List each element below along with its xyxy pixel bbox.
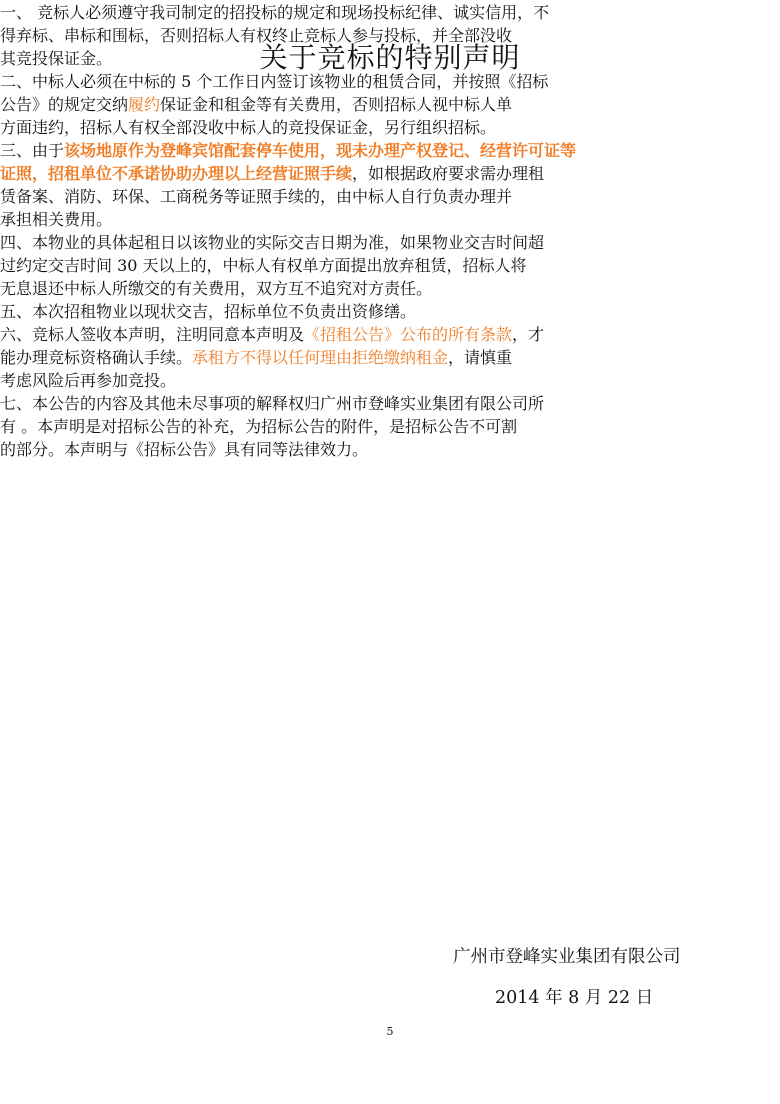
clause-7-line-1 <box>0 391 780 414</box>
page-number: 5 <box>386 1025 394 1038</box>
clause-3-line-4 <box>0 207 780 230</box>
clause-4-line-3 <box>0 276 780 299</box>
clause-3-line-1 <box>0 138 780 161</box>
clause-5-line-1 <box>0 299 780 322</box>
clause-7-line-3 <box>0 437 780 460</box>
text-segment: 有 。本声明是对招标公告的补充，为招标公告的附件，是招标公告不可割 <box>0 417 518 436</box>
text-segment: 其竞投保证金。 <box>0 49 113 68</box>
signature-company: 广州市登峰实业集团有限公司 <box>453 947 681 967</box>
text-segment: 能办理竞标资格确认手续。 <box>0 348 193 367</box>
text-segment: ，如根据政府要求需办理租 <box>352 164 545 183</box>
text-segment: 过约定交吉时间 30 天以上的，中标人有权单方面提出放弃租赁，招标人将 <box>0 256 527 275</box>
text-segment: ，请慎重 <box>448 348 513 367</box>
text-segment: 二、中标人必须在中标的 5 个工作日内签订该物业的租赁合同，并按照《招标 <box>0 72 549 91</box>
text-segment: 六、竞标人签收本声明，注明同意本声明及 <box>0 325 305 344</box>
clause-4-line-1 <box>0 230 780 253</box>
clause-6-line-2 <box>0 345 780 368</box>
clause-7-line-2 <box>0 414 780 437</box>
text-segment: 七、本公告的内容及其他未尽事项的解释权归广州市登峰实业集团有限公司所 <box>0 394 545 413</box>
highlighted-text: 该场地原作为登峰宾馆配套停车使用，现未办理产权登记、经营许可证等 <box>64 141 577 160</box>
clause-1-line-1 <box>0 0 780 23</box>
text-segment: 三、由于 <box>0 141 65 160</box>
text-segment: 赁备案、消防、环保、工商税务等证照手续的，由中标人自行负责办理并 <box>0 187 513 206</box>
highlighted-text: 证照，招租单位不承诺协助办理以上经营证照手续 <box>0 164 353 183</box>
text-segment: 一、 竞标人必须遵守我司制定的招投标的规定和现场投标纪律、诚实信用，不 <box>0 3 550 22</box>
highlighted-text: 《招租公告》公布的所有条款 <box>304 325 513 344</box>
clause-6-line-3 <box>0 368 780 391</box>
text-segment: 四、本物业的具体起租日以该物业的实际交吉日期为准，如果物业交吉时间超 <box>0 233 545 252</box>
document-title: 关于竞标的特别声明 <box>259 41 521 74</box>
text-segment: 公告》的规定交纳 <box>0 95 129 114</box>
text-segment: 保证金和租金等有关费用，否则招标人视中标人单 <box>160 95 513 114</box>
highlighted-text: 承租方不得以任何理由拒绝缴纳租金 <box>192 348 449 367</box>
text-segment: 承担相关费用。 <box>0 210 113 229</box>
highlighted-text: 履约 <box>128 95 161 114</box>
clause-3-line-3 <box>0 184 780 207</box>
text-segment: 五、本次招租物业以现状交吉，招标单位不负责出资修缮。 <box>0 302 417 321</box>
clause-4-line-2 <box>0 253 780 276</box>
signature-date: 2014 年 8 月 22 日 <box>495 988 654 1008</box>
clause-6-line-1 <box>0 322 780 345</box>
text-segment: 考虑风险后再参加竞投。 <box>0 371 177 390</box>
clause-2-line-3 <box>0 115 780 138</box>
text-segment: 的部分。本声明与《招标公告》具有同等法律效力。 <box>0 440 369 459</box>
clause-3-line-2 <box>0 161 780 184</box>
text-segment: ，才 <box>512 325 545 344</box>
text-segment: 无息退还中标人所缴交的有关费用，双方互不追究对方责任。 <box>0 279 433 298</box>
text-segment: 方面违约，招标人有权全部没收中标人的竞投保证金，另行组织招标。 <box>0 118 497 137</box>
text-segment: 得弃标、串标和围标，否则招标人有权终止竞标人参与投标，并全部没收 <box>0 26 513 45</box>
clause-2-line-2 <box>0 92 780 115</box>
